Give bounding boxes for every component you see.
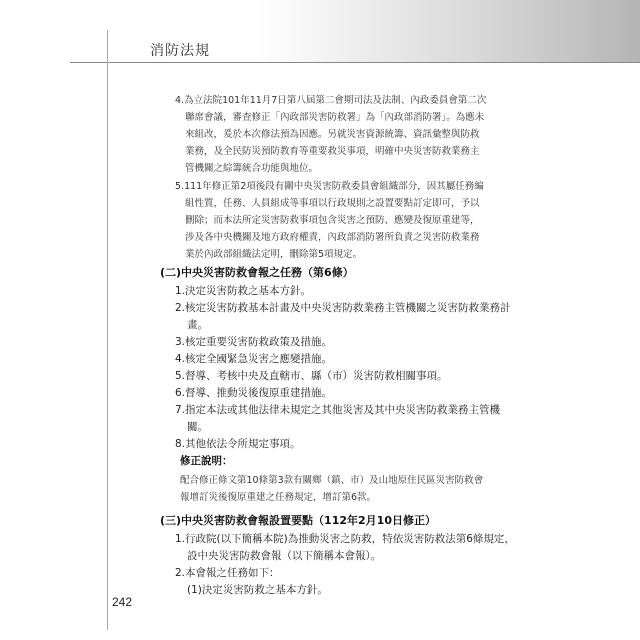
- note-line: 刪除；而本法所定災害防救事項包含災害之預防、應變及復原重建等，: [185, 215, 480, 226]
- header-band: [0, 0, 640, 62]
- note-item-5: [175, 178, 484, 263]
- list-item: 2.本會報之任務如下：: [175, 567, 280, 579]
- note-line: 來組改，爰於本次修法預為因應。另就災害資源統籌、資訊彙整與防救: [185, 129, 480, 140]
- list-item-continuation: 設中央災害防救會報（以下簡稱本會報）。: [187, 550, 382, 562]
- section-2-heading: (二)中央災害防救會報之任務（第6條）: [160, 266, 354, 279]
- list-item-continuation: 關。: [187, 421, 208, 433]
- note-item-4: [175, 92, 486, 177]
- page-number: 242: [112, 595, 133, 609]
- section-3-heading: (三)中央災害防救會報設置要點（112年2月10日修正）: [160, 514, 436, 527]
- list-item: 2.核定災害防救基本計畫及中央災害防救業務主管機關之災害防救業務計: [175, 302, 511, 314]
- amendment-note: [180, 472, 483, 506]
- sub-list-item: (1)決定災害防救之基本方針。: [187, 584, 328, 596]
- amendment-line: 報增訂災後復原重建之任務規定，增訂第6款。: [180, 492, 377, 503]
- left-margin-rule: [107, 30, 108, 630]
- note-line: 涉及各中央機關及地方政府權責，內政部消防署所負責之災害防救業務: [185, 232, 480, 243]
- list-item: 8.其他依法令所規定事項。: [175, 438, 301, 450]
- note-line: 5.111年修正第2項後段有關中央災害防救委員會組織部分，因其屬任務編: [175, 181, 484, 192]
- list-item: 7.指定本法或其他法律未規定之其他災害及其中央災害防救業務主管機: [175, 404, 501, 416]
- section-2-list: [175, 283, 511, 453]
- list-item-continuation: 畫。: [187, 319, 208, 331]
- list-item: 1.行政院(以下簡稱本院)為推動災害之防救，特依災害防救法第6條規定，: [175, 533, 515, 545]
- note-line: 組性質，任務、人員組成等事項以行政規則之設置要點訂定即可，予以: [185, 198, 480, 209]
- note-line: 聯席會議，審查修正「內政部災害防救署」為「內政部消防署」。為應未: [185, 112, 485, 123]
- list-item: 3.核定重要災害防救政策及措施。: [175, 336, 333, 348]
- note-line: 業於內政部組織法定明，刪除第5項規定。: [185, 249, 363, 260]
- list-item: 1.決定災害防救之基本方針。: [175, 285, 312, 297]
- amendment-line: 配合修正條文第10條第3款有關鄉（鎮、市）及山地原住民區災害防救會: [180, 475, 484, 486]
- list-item: 4.核定全國緊急災害之應變措施。: [175, 353, 333, 365]
- section-3-list: [175, 531, 515, 599]
- header-divider: [70, 62, 640, 63]
- page-header-title: 消防法規: [150, 43, 210, 59]
- note-line: 管機關之綜籌統合功能與地位。: [185, 163, 319, 174]
- note-line: 業務，及全民防災預防教育等重要救災事項，明確中央災害防救業務主: [185, 146, 480, 157]
- list-item: 5.督導、考核中央及直轄市、縣（市）災害防救相關事項。: [175, 370, 448, 382]
- list-item: 6.督導、推動災後復原重建措施。: [175, 387, 333, 399]
- amendment-title: 修正說明：: [180, 455, 233, 467]
- note-line: 4.為立法院101年11月7日第八屆第二會期司法及法制、內政委員會第二次: [175, 95, 487, 106]
